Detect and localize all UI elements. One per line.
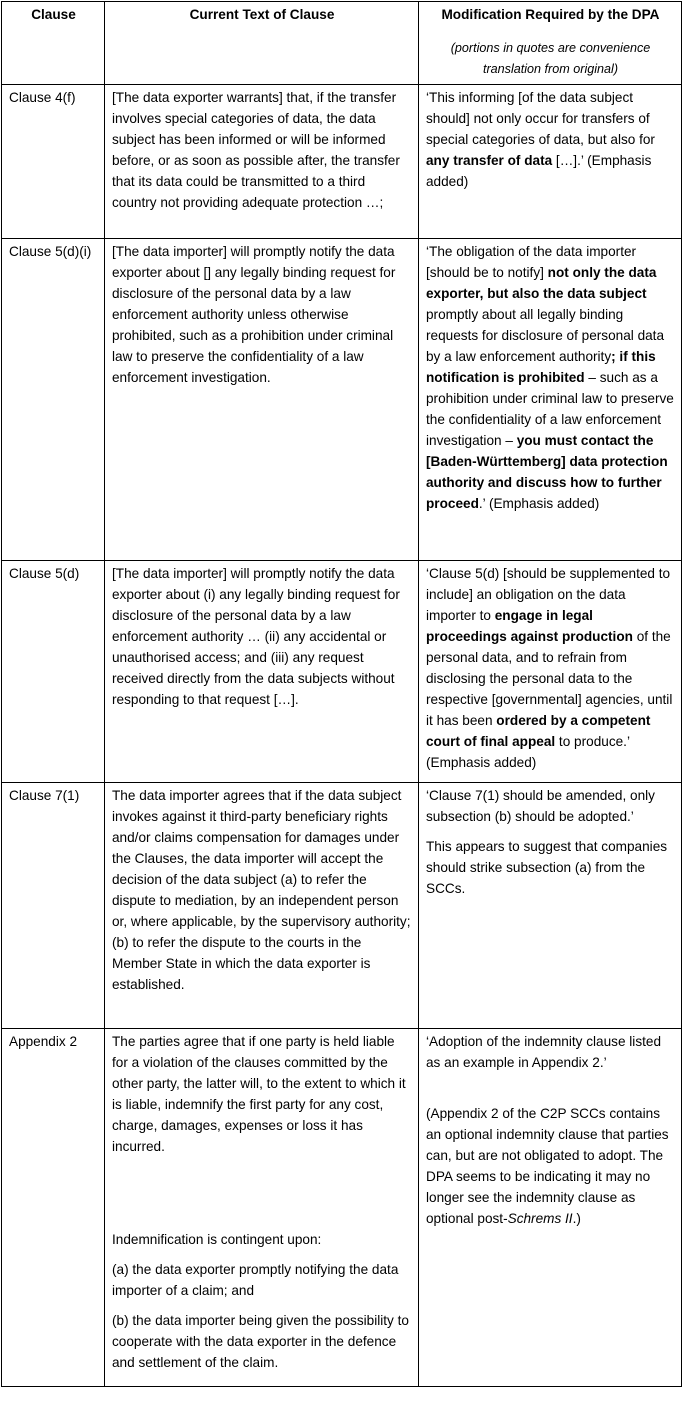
modification-cell <box>419 85 682 239</box>
mod-italic: Schrems II <box>507 1211 573 1226</box>
modification-cell <box>419 239 682 561</box>
header-current-text: Current Text of Clause <box>105 2 419 85</box>
header-modification-note: (portions in quotes are convenience translation from original) <box>450 41 651 76</box>
mod-emphasis: not only the data exporter, but also the data subject <box>426 265 657 301</box>
mod-text: .’ (Emphasis added) <box>478 496 600 511</box>
mod-text: of the personal data, and to refrain from disclosing the personal data to the respective [governmental] agencies, until it has been <box>426 629 673 728</box>
mod-text: promptly about all legally binding requests for disclosure of personal data by a law enforcement authority <box>426 307 665 364</box>
mod-emphasis: ordered by a competent court of final appeal <box>426 713 651 749</box>
clause-cell: Clause 4(f) <box>2 85 105 239</box>
mod-text: to produce.’ (Emphasis added) <box>426 734 630 770</box>
header-clause: Clause <box>2 2 105 85</box>
table-row <box>2 783 682 1029</box>
current-text-cell <box>105 85 419 239</box>
table-row <box>2 239 682 561</box>
current-text-cell <box>105 561 419 783</box>
clause-cell: Appendix 2 <box>2 1029 105 1387</box>
table-row <box>2 561 682 783</box>
modification-paragraph <box>426 563 675 773</box>
mod-text: (Appendix 2 of the C2P SCCs contains an optional indemnity clause that parties can, but are not obligated to adopt. The DPA seems to be indicating it may no longer see the indemnity clause as optional post- <box>426 1106 669 1226</box>
header-modification-label: Modification Required by the DPA <box>441 7 660 22</box>
mod-text: ‘The obligation of the data importer [should be to notify] <box>426 244 637 280</box>
current-text-paragraph: The data importer agrees that if the data subject invokes against it third-party beneficiary rights and/or claims compensation for damages under the Clauses, the data importer will accept the decision of the data subject (a) to refer the dispute to mediation, by an independent person or, where applicable, by the supervisory authority; (b) to refer the dispute to the courts in the Member State in which the data exporter is established. <box>112 788 411 992</box>
mod-text: ‘Clause 5(d) [should be supplemented to include] an obligation on the data importer to <box>426 566 671 623</box>
mod-text: ‘This informing [of the data subject should] not only occur for transfers of special categories of data, but also for <box>426 90 655 147</box>
modification-paragraph <box>426 241 675 514</box>
modification-paragraph: ‘Clause 7(1) should be amended, only subsection (b) should be adopted.’ <box>426 788 655 824</box>
mod-text: – such as a prohibition under criminal law to preserve the confidentiality of a law enforcement investigation – <box>426 370 674 448</box>
current-text-paragraph: (b) the data importer being given the possibility to cooperate with the data exporter in the defence and settlement of the claim. <box>112 1313 409 1370</box>
current-text-cell <box>105 239 419 561</box>
mod-emphasis: you must contact the [Baden-Württemberg] data protection authority and discuss how to further proceed <box>426 433 668 511</box>
modification-paragraph <box>426 1103 675 1229</box>
clause-cell: Clause 5(d)(i) <box>2 239 105 561</box>
current-text-cell <box>105 783 419 1029</box>
modification-cell <box>419 561 682 783</box>
header-row <box>2 2 682 85</box>
mod-text: .) <box>572 1211 581 1226</box>
mod-emphasis: any transfer of data <box>426 153 553 168</box>
modification-paragraph: This appears to suggest that companies should strike subsection (a) from the SCCs. <box>426 839 668 896</box>
clause-cell: Clause 7(1) <box>2 783 105 1029</box>
modification-paragraph: ‘Adoption of the indemnity clause listed as an example in Appendix 2.’ <box>426 1034 662 1070</box>
mod-emphasis: ; if this notification is prohibited <box>426 349 656 385</box>
table-row <box>2 1029 682 1387</box>
modification-paragraph <box>426 87 675 192</box>
modification-cell <box>419 1029 682 1387</box>
table-row <box>2 85 682 239</box>
mod-emphasis: engage in legal proceedings against production <box>426 608 633 644</box>
current-text-paragraph: [The data exporter warrants] that, if the transfer involves special categories of data, the data subject has been informed or will be informed before, or as soon as possible after, the transfer that its data could be transmitted to a third country not providing adequate protection …; <box>112 90 400 210</box>
current-text-paragraph: [The data importer] will promptly notify the data exporter about (i) any legally binding request for disclosure of the personal data by a law enforcement authority … (ii) any accidental or unauthorised access; and (iii) any request received directly from the data subjects without responding to that request […]. <box>112 566 400 707</box>
current-text-paragraph: [The data importer] will promptly notify the data exporter about [] any legally binding request for disclosure of the personal data by a law enforcement authority unless otherwise prohibited, such as a prohibition under criminal law to preserve the confidentiality of a law enforcement investigation. <box>112 244 396 385</box>
clause-cell: Clause 5(d) <box>2 561 105 783</box>
header-modification <box>419 2 682 85</box>
current-text-paragraph: Indemnification is contingent upon: <box>112 1232 322 1247</box>
mod-text: […].’ (Emphasis added) <box>426 153 652 189</box>
dpa-modifications-table <box>1 1 682 1387</box>
current-text-paragraph: The parties agree that if one party is held liable for a violation of the clauses committed by the other party, the latter will, to the extent to which it is liable, indemnify the first party for any cost, charge, damages, expenses or loss it has incurred. <box>112 1034 406 1154</box>
modification-cell <box>419 783 682 1029</box>
current-text-paragraph: (a) the data exporter promptly notifying the data importer of a claim; and <box>112 1262 399 1298</box>
current-text-cell <box>105 1029 419 1387</box>
